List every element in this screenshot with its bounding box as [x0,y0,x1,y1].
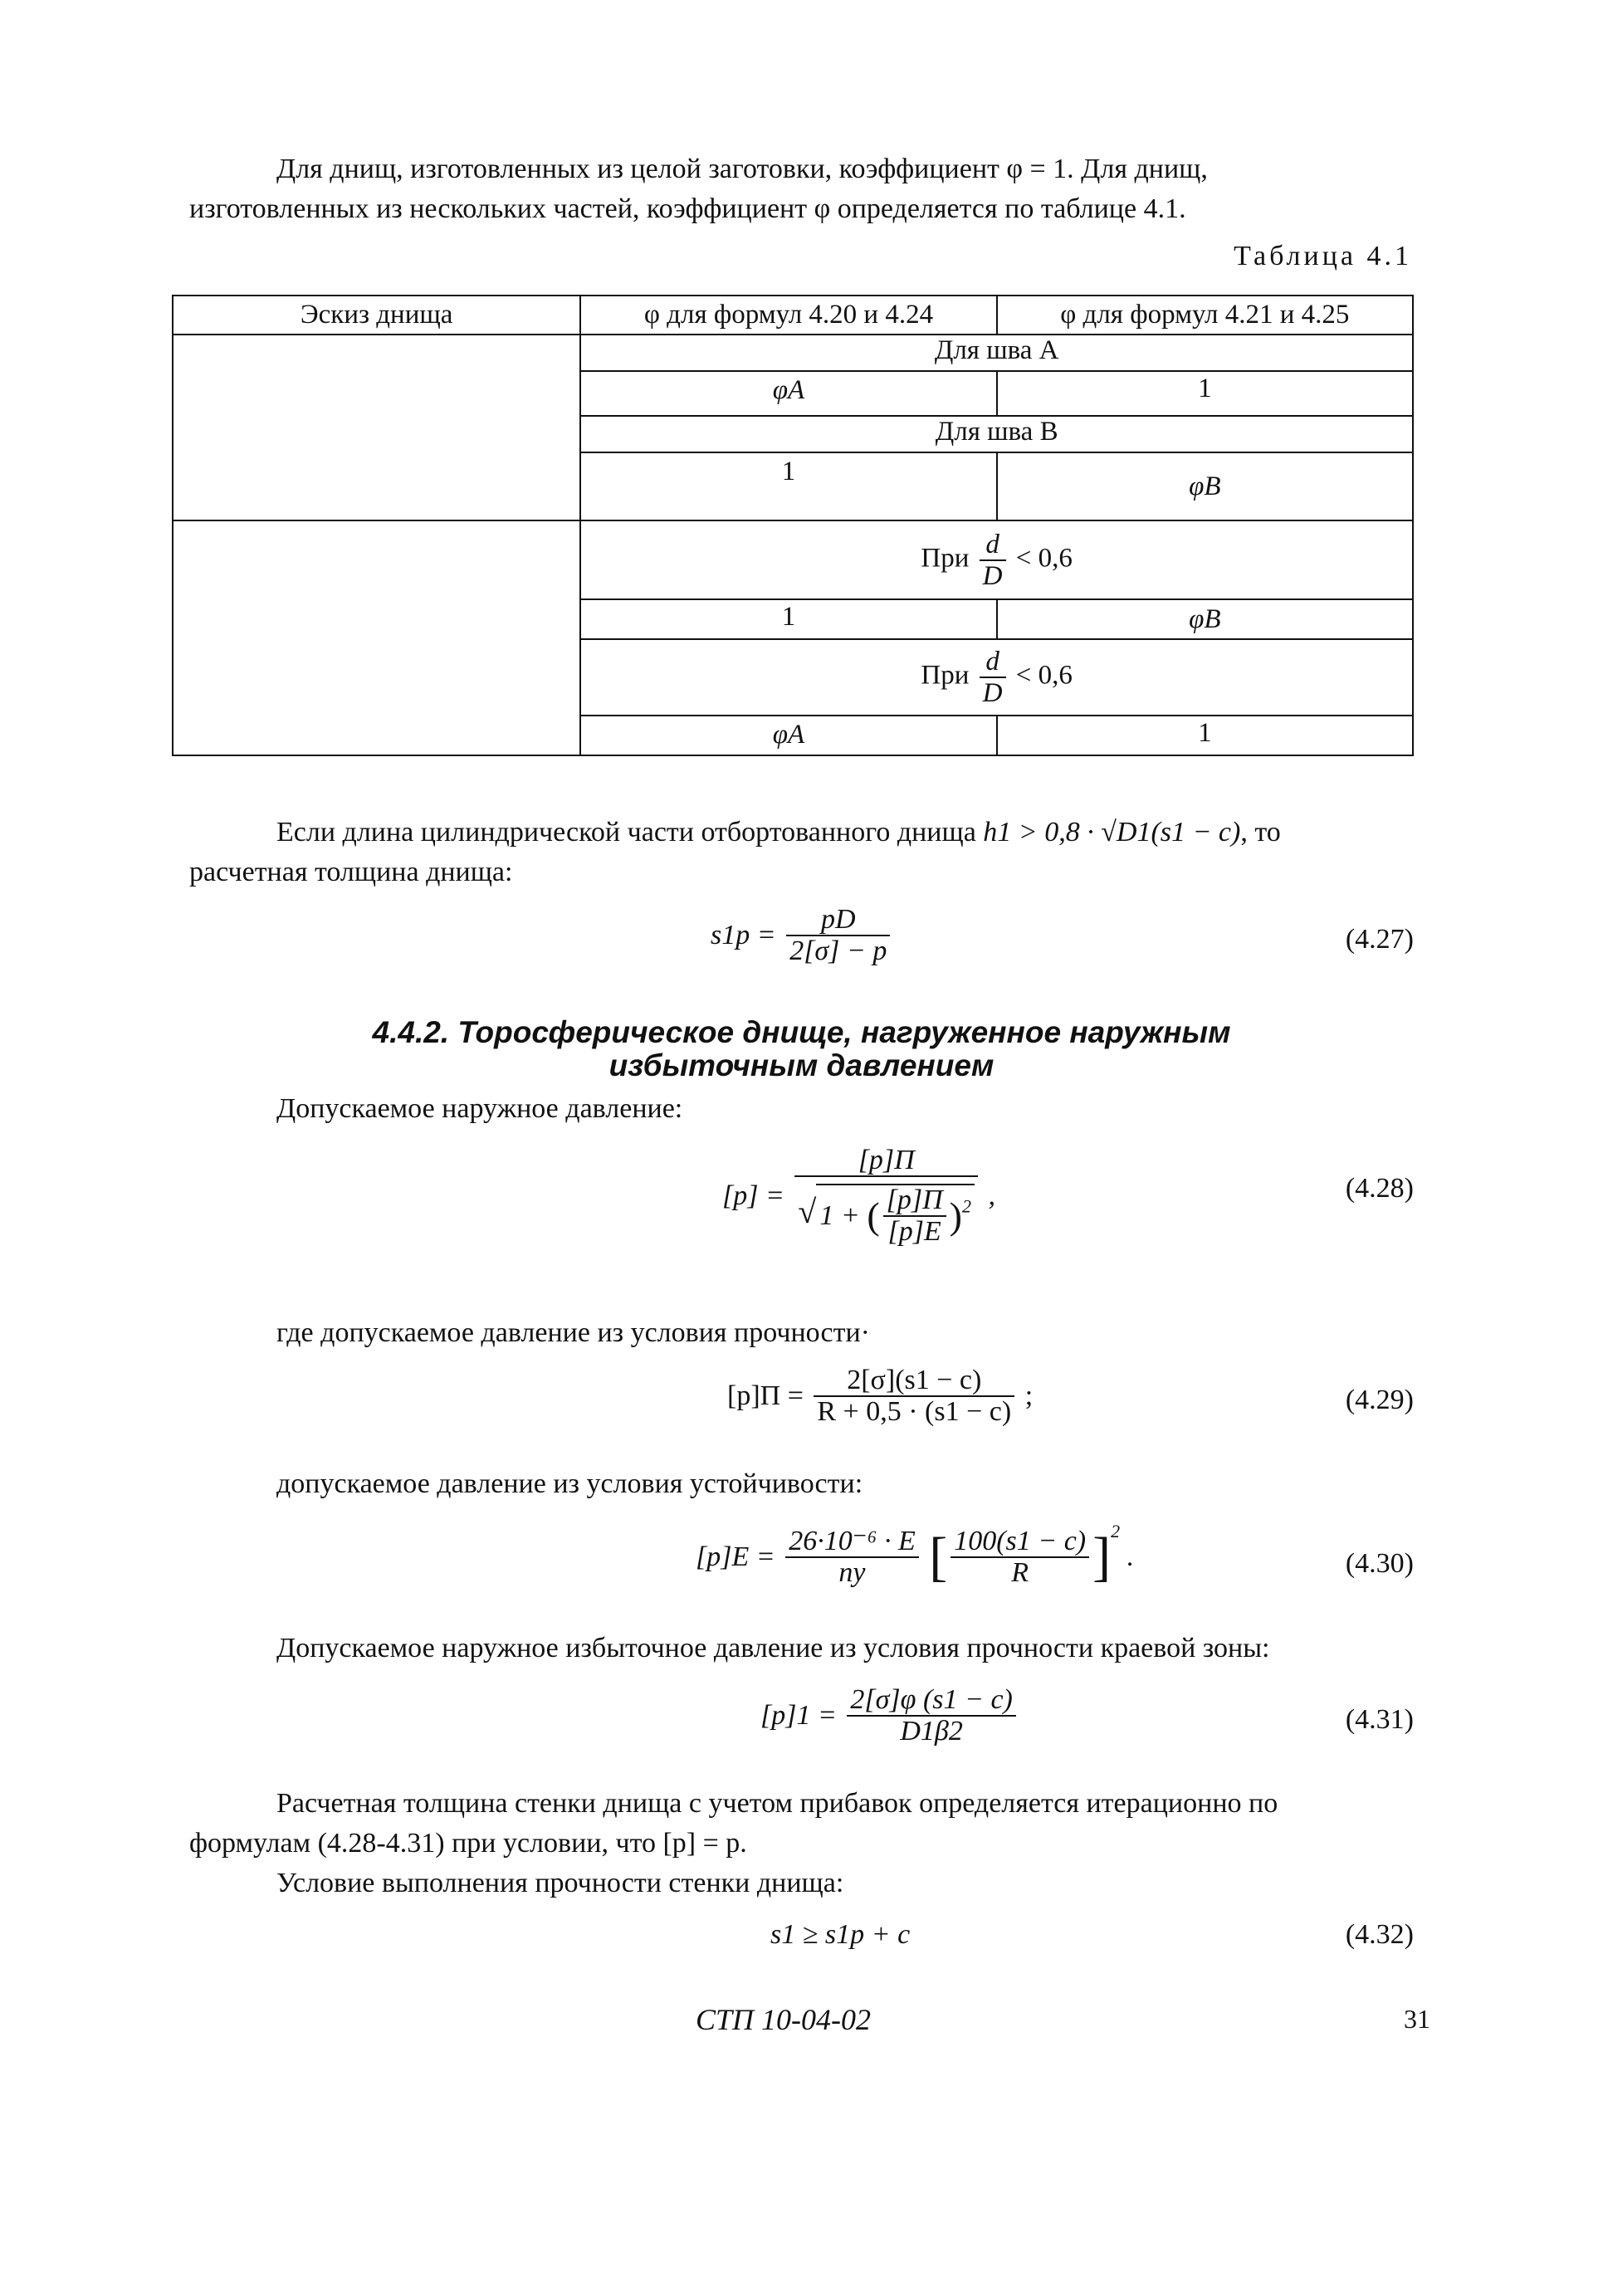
eq-number-4-29: (4.29) [1345,1385,1414,1415]
stability-text: допускаемое давление из условия устойчивости: [276,1468,863,1499]
eq-4-28-inner-frac [883,1185,946,1247]
eq-4-29-num: 2[σ](s1 − c) [814,1365,1014,1397]
cell-one-2: 1 [580,452,996,520]
section-title-line-1: 4.4.2. Торосферическое днище, нагруженное наружным [372,1015,1231,1049]
eq-4-28-fraction [794,1146,978,1247]
eq-4-31-fraction [847,1685,1015,1746]
condition-suffix-1: < 0,6 [1015,543,1073,574]
condition-prefix-2: При [921,660,970,691]
eq-4-27-lhs: s1p = [711,920,776,950]
edge-text: Допускаемое наружное избыточное давление из условия прочности краевой зоны: [276,1633,1270,1663]
stability-text-line [189,1461,1412,1507]
cyl-prefix: Если длина цилиндрической части отбортованного днища [276,817,976,848]
table-caption: Таблица 4.1 [1234,241,1412,271]
eq-4-30-power: 2 [1111,1521,1121,1541]
strength-text: где допускаемое давление из условия прочности· [276,1317,870,1348]
sketch-cell-2 [173,520,580,755]
cell-phi-b-1: φB [997,452,1413,520]
equation-4-31 [760,1685,1019,1746]
eq-4-27-den: 2[σ] − p [789,935,887,966]
eq-4-30-bracket-frac [951,1527,1089,1588]
cell-phi-b-2: φB [997,599,1413,639]
eq-number-4-32: (4.32) [1345,1919,1414,1950]
equation-4-29 [727,1365,1033,1427]
equation-4-30: [p]E = $\frac{\text{26·10⁻⁶ · E}}{ny}$ [ $\frac{100(s1 - c)}{R}$ ]$^2$ . [696,1521,1135,1589]
col-header-formulas-21-25: φ для формул 4.21 и 4.25 [997,296,1413,335]
eq-4-28-den: √ 1 + ( $\frac{[p]П}{[p]E}$ )$^2$ [794,1184,978,1247]
cell-one-3: 1 [580,599,996,639]
eq-4-28-den-prefix: 1 + [819,1200,860,1231]
eq-4-27-num: pD [786,905,890,936]
eq-4-30-br-num: 100(s1 − c) [951,1527,1089,1558]
cyl-formula: h1 > 0,8 · √D1(s1 − c) [983,817,1241,848]
section-title-line-2: избыточным давлением [608,1048,995,1082]
eq-4-29-den: R + 0,5 · (s1 − c) [817,1396,1012,1427]
eq-4-30-num: 26·10⁻⁶ · E [785,1527,919,1558]
allowable-external-label: Допускаемое наружное давление: [276,1093,683,1124]
eq-4-30-den: ny [838,1557,866,1589]
edge-text-line [189,1625,1412,1672]
footer-document-code: СТП 10-04-02 [696,2003,872,2036]
cyl-para-line-2 [189,849,1412,896]
eq-4-28-sqrt: 1 + ( $\frac{[p]П}{[p]E}$ )$^2$ [816,1184,975,1247]
eq-4-29-lhs: [p]П = [727,1380,804,1411]
eq-4-30-br-den: R [1011,1557,1029,1589]
allowable-external-text [189,1086,1412,1132]
eq-4-31-num: 2[σ]φ (s1 − c) [847,1685,1015,1717]
eq-4-31-den: D1β2 [900,1716,963,1746]
eq-4-29-tail: ; [1024,1380,1034,1411]
cyl-line-2-text: расчетная толщина днища: [189,857,513,887]
eq-4-27-fraction [786,905,890,966]
condition-fraction-1 [980,530,1006,591]
eq-4-29-fraction [814,1365,1014,1427]
eq-number-4-30: (4.30) [1345,1548,1414,1579]
seam-b-label: Для шва В [580,416,1413,452]
eq-number-4-27: (4.27) [1345,924,1414,955]
strength-text-line [189,1310,1412,1356]
eq-4-28-num: [p]П [794,1146,978,1177]
intro-line-2-text: изготовленных из нескольких частей, коэффициент φ определяется по таблице 4.1. [189,193,1186,224]
condition-num-1: d [980,530,1006,561]
table-4-1 [172,295,1414,756]
col-header-sketch: Эскиз днища [173,296,580,335]
equation-4-27 [711,905,893,966]
col-header-formulas-20-24: φ для формул 4.20 и 4.24 [580,296,996,335]
eq-4-28-inner-num: [p]П [883,1185,946,1217]
condition-fraction-2 [980,647,1006,708]
cell-one-4: 1 [997,716,1413,755]
table-header-row [173,296,1413,335]
condition-den-2: D [982,678,1003,708]
eq-number-4-31: (4.31) [1345,1704,1414,1735]
sketch-cell-1 [173,335,580,520]
iter-line-2-text: формулам (4.28-4.31) при условии, что [p] = p. [189,1828,747,1859]
seam-a-label: Для шва А [580,335,1413,371]
intro-line-2 [189,186,1412,232]
page-number: 31 [1404,2004,1430,2034]
eq-4-31-lhs: [p]1 = [760,1700,837,1731]
condition-text-line [189,1860,1412,1907]
condition-row-2 [580,639,1413,716]
eq-4-28-inner-den: [p]E [887,1216,941,1247]
cell-phi-a-1: φA [580,371,996,416]
eq-4-30-lhs: [p]E = [696,1541,775,1573]
eq-4-28-tail: , [988,1180,995,1211]
intro-line-1-text: Для днищ, изготовленных из целой заготовки, коэффициент φ = 1. Для днищ, [276,154,1208,184]
cyl-suffix: , то [1240,817,1281,848]
equation-4-32: s1 ≥ s1p + c [770,1919,911,1950]
eq-4-30-fraction [785,1527,919,1588]
eq-4-28-power: 2 [962,1195,971,1217]
condition-num-2: d [980,647,1006,678]
iter-line-1-text: Расчетная толщина стенки днища с учетом прибавок определяется итерационно по [276,1788,1278,1819]
equation-4-28 [722,1146,995,1247]
condition-den-1: D [982,560,1003,591]
eq-4-30-tail: . [1126,1541,1135,1573]
condition-row-1 [580,520,1413,599]
condition-prefix-1: При [921,543,970,574]
condition-suffix-2: < 0,6 [1015,660,1073,691]
cell-phi-a-2: φA [580,716,996,755]
eq-number-4-28: (4.28) [1345,1173,1414,1204]
cell-one-1: 1 [997,371,1413,416]
condition-text: Условие выполнения прочности стенки днища: [276,1868,844,1898]
eq-4-28-lhs: [p] = [722,1180,784,1211]
